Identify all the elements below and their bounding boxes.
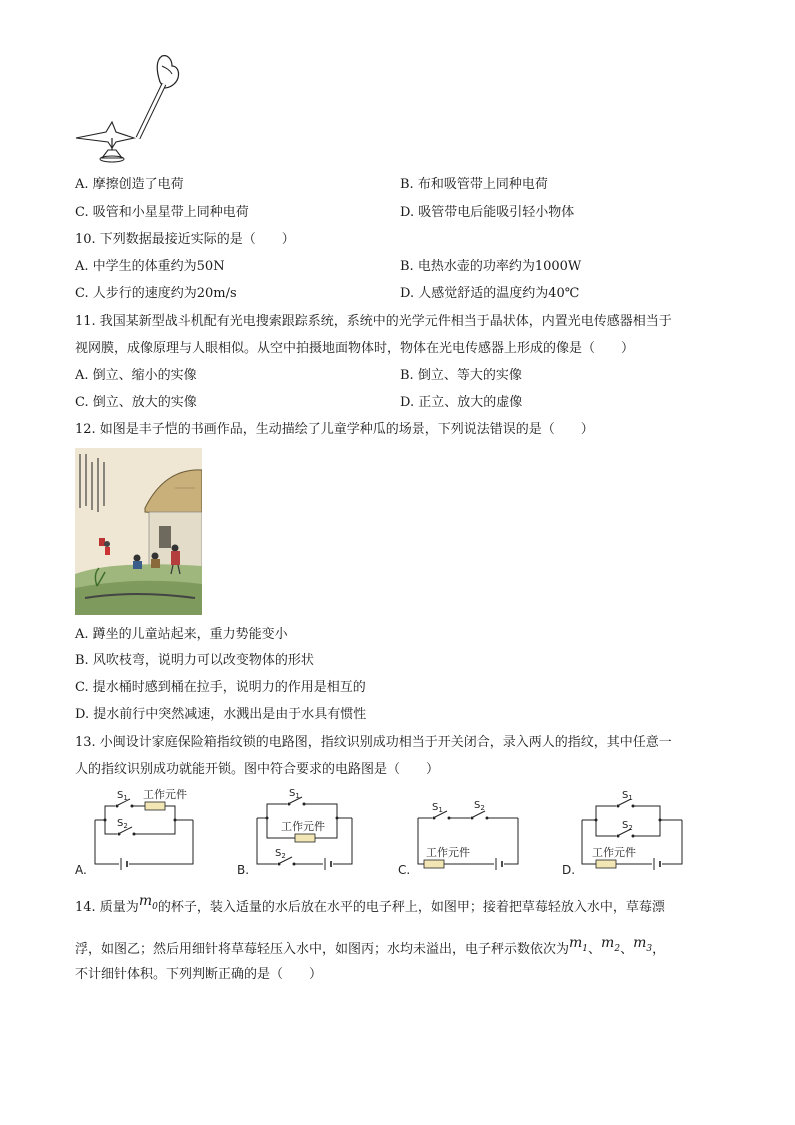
q13-stem-line1: 13. 小闽设计家庭保险箱指纹锁的电路图，指纹识别成功相当于开关闭合，录入两人的指纹，其中任意一	[75, 735, 672, 750]
q14-line2	[75, 935, 666, 964]
circuit-a	[75, 786, 200, 878]
q10-stem: 10. 下列数据最接近实际的是（ ）	[75, 232, 295, 247]
q11-option-d: D. 正立、放大的虚像	[400, 395, 523, 410]
q11-stem-line2: 视网膜，成像原理与人眼相似。从空中拍摄地面物体时，物体在光电传感器上形成的像是（ ）	[75, 341, 635, 356]
circuit-b-s2-label: $S_2$	[275, 848, 286, 860]
q10-option-a: A. 中学生的体重约为50N	[75, 259, 225, 274]
circuit-d-s2-label: $S_2$	[622, 820, 633, 832]
q11-option-c: C. 倒立、放大的实像	[75, 395, 197, 410]
q14-line3: 不计细针体积。下列判断正确的是（ ）	[75, 967, 323, 982]
q13-stem-line2: 人的指纹识别成功就能开锁。图中符合要求的电路图是（ ）	[75, 762, 440, 777]
symbol-m2: $m_2$	[601, 935, 621, 954]
q12-option-c: C. 提水桶时感到桶在拉手，说明力的作用是相互的	[75, 680, 366, 695]
circuit-c	[398, 786, 523, 878]
q9-option-b: B. 布和吸管带上同种电荷	[400, 177, 548, 192]
q10-option-d: D. 人感觉舒适的温度约为40℃	[400, 286, 580, 301]
circuit-b-letter: B.	[237, 863, 250, 877]
q12-option-a: A. 蹲坐的儿童站起来，重力势能变小	[75, 627, 288, 642]
circuit-d	[562, 786, 687, 878]
q14-sep1: 、	[588, 942, 602, 957]
q14-line1-pre: 14. 质量为	[75, 900, 139, 915]
circuit-a-element-label: 工作元件	[143, 788, 187, 801]
q10-option-c: C. 人步行的速度约为20m/s	[75, 286, 237, 301]
circuit-d-s1-label: $S_1$	[622, 790, 633, 802]
symbol-m1: $m_1$	[569, 935, 589, 954]
circuit-a-s2-label: $S_2$	[117, 818, 128, 830]
q14-line1-post: 的杯子，装入适量的水后放在水平的电子秤上，如图甲；接着把草莓轻放入水中，草莓漂	[157, 900, 665, 915]
q14-line2-pre: 浮，如图乙；然后用细针将草莓轻压入水中，如图丙；水均未溢出，电子秤示数依次为	[75, 942, 570, 957]
circuit-c-s1-label: $S_1$	[432, 802, 443, 814]
painting-image	[75, 448, 202, 615]
circuit-d-element-label: 工作元件	[592, 846, 636, 859]
circuit-c-s2-label: $S_2$	[474, 800, 485, 812]
q14-line2-post: ，	[652, 942, 666, 957]
circuit-c-element-label: 工作元件	[426, 846, 470, 859]
circuit-d-letter: D.	[562, 863, 576, 877]
q12-option-b: B. 风吹枝弯，说明力可以改变物体的形状	[75, 653, 314, 668]
q10-option-b: B. 电热水壶的功率约为1000W	[400, 259, 582, 274]
q11-option-a: A. 倒立、缩小的实像	[75, 368, 197, 383]
symbol-m0: $m_0$	[138, 893, 158, 912]
q9-option-a: A. 摩擦创造了电荷	[75, 177, 184, 192]
circuit-b-element-label: 工作元件	[281, 820, 325, 833]
q14-sep2: 、	[620, 942, 634, 957]
q11-option-b: B. 倒立、等大的实像	[400, 368, 522, 383]
q9-option-c: C. 吸管和小星星带上同种电荷	[75, 205, 249, 220]
circuit-c-letter: C.	[398, 863, 411, 877]
symbol-m3: $m_3$	[633, 935, 653, 954]
q11-stem-line1: 11. 我国某新型战斗机配有光电搜索跟踪系统，系统中的光学元件相当于晶状体，内置光电传感器相当于	[75, 314, 672, 329]
circuit-a-s1-label: $S_1$	[117, 790, 128, 802]
q14-line1	[75, 893, 665, 922]
circuit-a-letter: A.	[75, 863, 87, 877]
q12-stem: 12. 如图是丰子恺的书画作品，生动描绘了儿童学种瓜的场景，下列说法错误的是（ ）	[75, 422, 594, 437]
circuit-b	[237, 786, 362, 878]
straw-star-figure	[72, 52, 192, 170]
circuit-b-s1-label: $S_1$	[289, 788, 300, 800]
q9-option-d: D. 吸管带电后能吸引轻小物体	[400, 205, 575, 220]
q12-option-d: D. 提水前行中突然减速，水溅出是由于水具有惯性	[75, 707, 367, 722]
